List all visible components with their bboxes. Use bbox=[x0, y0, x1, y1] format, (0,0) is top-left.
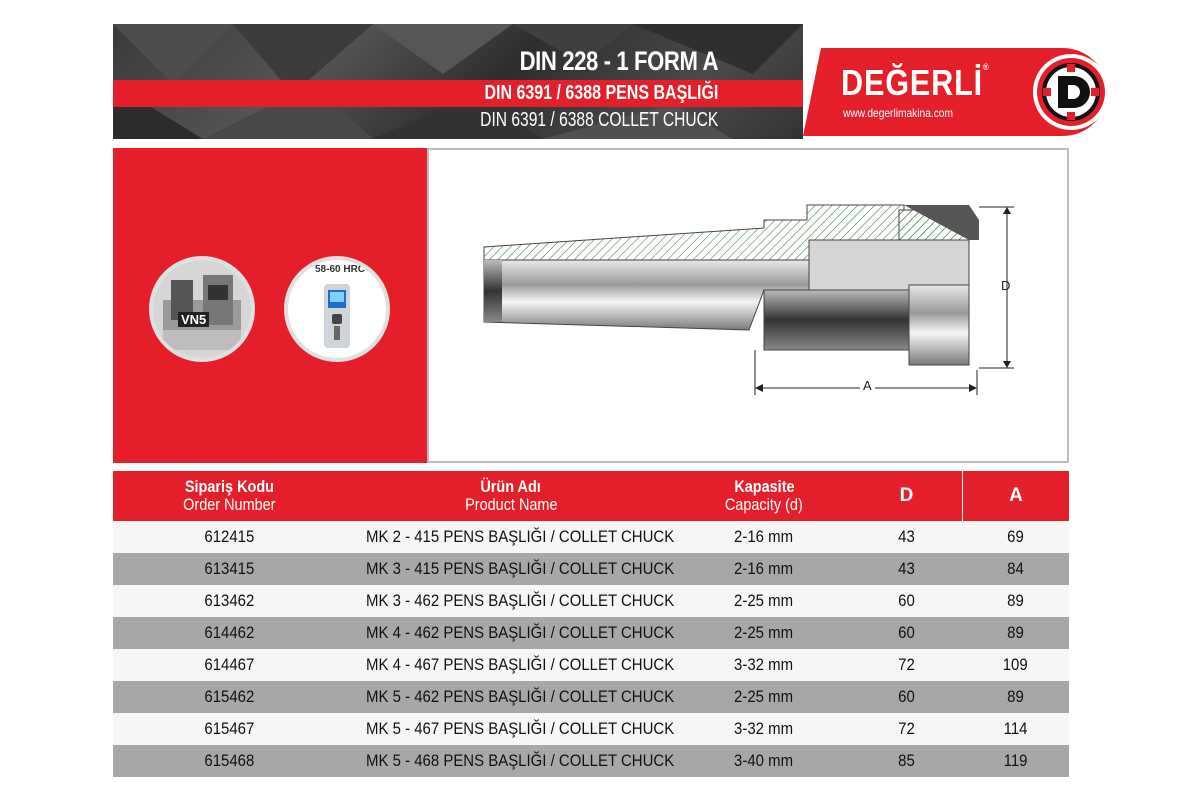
dimension-a-label: A bbox=[860, 378, 875, 393]
product-name-cell: MK 3 - 462 PENS BAŞLIĞI / COLLET CHUCK bbox=[366, 591, 675, 610]
capacity-cell: 2-16 mm bbox=[734, 559, 794, 578]
hardness-label: 58-60 HRC bbox=[315, 264, 366, 275]
header-a: A bbox=[962, 471, 1069, 521]
brand-logo bbox=[803, 46, 1118, 138]
order-number-cell: 613415 bbox=[204, 559, 254, 578]
table-row bbox=[113, 745, 1069, 777]
capacity-cell: 3-40 mm bbox=[734, 751, 794, 770]
capacity-cell: 2-16 mm bbox=[734, 527, 794, 546]
product-table bbox=[113, 471, 1069, 777]
d-value-cell: 60 bbox=[898, 591, 915, 610]
brand-name: DEĞERLİ® bbox=[841, 62, 990, 103]
capacity-cell: 2-25 mm bbox=[734, 591, 794, 610]
d-value-cell: 60 bbox=[898, 623, 915, 642]
table-row bbox=[113, 553, 1069, 585]
page-title: DIN 228 - 1 FORM A bbox=[519, 46, 718, 76]
product-name-cell: MK 5 - 468 PENS BAŞLIĞI / COLLET CHUCK bbox=[366, 751, 675, 770]
d-value-cell: 72 bbox=[898, 719, 915, 738]
header-banner bbox=[113, 24, 803, 139]
a-value-cell: 69 bbox=[1007, 527, 1024, 546]
product-name-cell: MK 5 - 462 PENS BAŞLIĞI / COLLET CHUCK bbox=[366, 687, 675, 706]
technical-drawing bbox=[427, 148, 1069, 463]
table-row bbox=[113, 585, 1069, 617]
order-number-cell: 615468 bbox=[204, 751, 254, 770]
header-order-number: Sipariş Kodu Order Number bbox=[182, 477, 276, 514]
order-number-cell: 614467 bbox=[204, 655, 254, 674]
a-value-cell: 89 bbox=[1007, 591, 1024, 610]
header-d: D bbox=[899, 485, 914, 506]
d-value-cell: 43 bbox=[898, 559, 915, 578]
dimension-d-label: D bbox=[1001, 278, 1011, 293]
d-value-cell: 72 bbox=[898, 655, 915, 674]
a-value-cell: 109 bbox=[1003, 655, 1028, 674]
d-value-cell: 43 bbox=[898, 527, 915, 546]
vn5-label: VN5 bbox=[178, 312, 209, 327]
product-name-cell: MK 4 - 462 PENS BAŞLIĞI / COLLET CHUCK bbox=[366, 623, 675, 642]
order-number-cell: 612415 bbox=[204, 527, 254, 546]
table-row bbox=[113, 649, 1069, 681]
a-value-cell: 89 bbox=[1007, 623, 1024, 642]
feature-panel bbox=[113, 148, 427, 463]
d-value-cell: 60 bbox=[898, 687, 915, 706]
order-number-cell: 613462 bbox=[204, 591, 254, 610]
vn5-badge bbox=[149, 256, 255, 362]
table-row bbox=[113, 521, 1069, 553]
capacity-cell: 3-32 mm bbox=[734, 655, 794, 674]
header-product-name: Ürün Adı Product Name bbox=[464, 477, 558, 514]
hardness-badge bbox=[284, 256, 390, 362]
d-value-cell: 85 bbox=[898, 751, 915, 770]
table-row bbox=[113, 617, 1069, 649]
product-name-cell: MK 4 - 467 PENS BAŞLIĞI / COLLET CHUCK bbox=[366, 655, 675, 674]
product-name-cell: MK 3 - 415 PENS BAŞLIĞI / COLLET CHUCK bbox=[366, 559, 675, 578]
table-body bbox=[113, 521, 1069, 777]
a-value-cell: 89 bbox=[1007, 687, 1024, 706]
capacity-cell: 2-25 mm bbox=[734, 687, 794, 706]
order-number-cell: 615462 bbox=[204, 687, 254, 706]
subtitle-turkish: DIN 6391 / 6388 PENS BAŞLIĞI bbox=[484, 82, 718, 104]
website-url: www.degerlimakina.com bbox=[843, 106, 953, 120]
product-name-cell: MK 2 - 415 PENS BAŞLIĞI / COLLET CHUCK bbox=[366, 527, 675, 546]
header-capacity: Kapasite Capacity (d) bbox=[725, 477, 803, 514]
product-name-cell: MK 5 - 467 PENS BAŞLIĞI / COLLET CHUCK bbox=[366, 719, 675, 738]
table-row bbox=[113, 713, 1069, 745]
a-value-cell: 114 bbox=[1003, 719, 1028, 738]
table-header bbox=[113, 471, 1069, 521]
subtitle-english: DIN 6391 / 6388 COLLET CHUCK bbox=[479, 109, 718, 131]
order-number-cell: 614462 bbox=[204, 623, 254, 642]
order-number-cell: 615467 bbox=[204, 719, 254, 738]
capacity-cell: 2-25 mm bbox=[734, 623, 794, 642]
table-row bbox=[113, 681, 1069, 713]
a-value-cell: 84 bbox=[1007, 559, 1024, 578]
a-value-cell: 119 bbox=[1003, 751, 1028, 770]
capacity-cell: 3-32 mm bbox=[734, 719, 794, 738]
